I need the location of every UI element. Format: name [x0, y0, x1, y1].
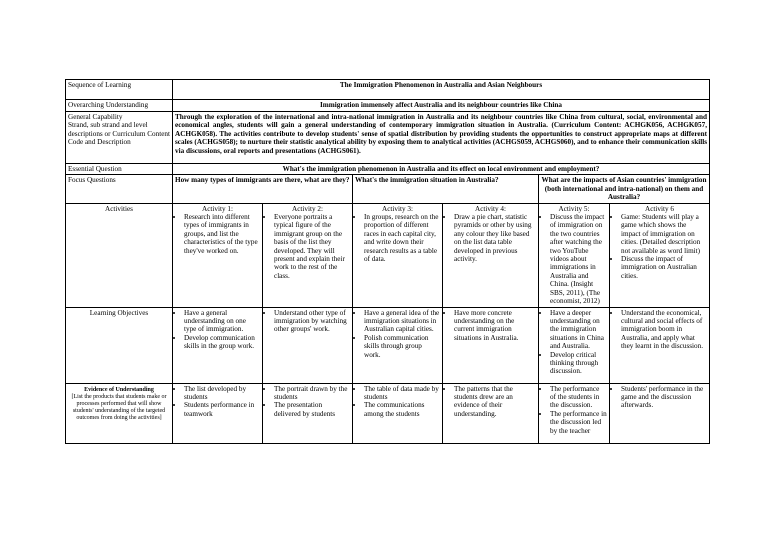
activities-label: Activities [66, 203, 173, 307]
activity-1-cell [173, 203, 263, 307]
evidence-1-cell [173, 383, 263, 443]
objective-list [265, 309, 350, 334]
evidence-item: • Students' performance in the game and the discussion afterwards. [621, 385, 707, 410]
objective-item: • Have more concrete understanding on the current immigration situations in Australia. [454, 309, 536, 343]
evidence-item: • The communications among the students [364, 401, 440, 418]
objective-item: • Polish communication skills through group work. [364, 334, 440, 359]
evidence-item: • The portrait drawn by the students [274, 385, 350, 402]
activity-list [541, 213, 607, 305]
focus-label: Focus Questions [66, 175, 173, 203]
objective-item: • Develop critical thinking through discussion. [550, 351, 607, 376]
activity-item: • Discuss the impact of immigration on the two countries after watching the two YouTube videos about immigrations in Australia and China. (Insight SBS, 2011), (The economist, 2012) [550, 213, 607, 305]
learning-sequence-table [65, 79, 710, 444]
evidence-list [265, 385, 350, 419]
focus-question-2: What's the immigration situation in Australia? [353, 175, 539, 203]
evidence-6-cell [610, 383, 710, 443]
evidence-5-cell [539, 383, 610, 443]
focus-question-1: How many types of immigrants are there, what are they? [173, 175, 353, 203]
activity-list [265, 213, 350, 280]
essential-row [66, 164, 710, 175]
focus-question-3: What are the impacts of Asian countries' immigration (both international and intra-national) on them and Australia? [539, 175, 710, 203]
objective-list [612, 309, 707, 351]
evidence-item: • The patterns that the students drew are an evidence of their understanding. [454, 385, 536, 419]
activity-item: • Game: Students will play a game which shows the impact of immigration on cities. (Detailed description not available as word limit) [621, 213, 707, 255]
activity-item: • Research into different types of immigrants in groups, and list the characteristics of the type they've worked on. [184, 213, 260, 255]
sequence-label: Sequence of Learning [66, 80, 173, 100]
evidence-list [541, 385, 607, 435]
evidence-item: • The table of data made by students [364, 385, 440, 402]
activity-title: Activity 1: [202, 204, 233, 213]
activity-4-cell [443, 203, 539, 307]
objective-list [541, 309, 607, 376]
activity-title: Activity 2: [292, 204, 323, 213]
evidence-3-cell [353, 383, 443, 443]
objective-5-cell [539, 307, 610, 383]
evidence-label: Evidence of Understanding [84, 386, 154, 393]
evidence-item: • The performance of the students in the discussion. [550, 385, 607, 410]
activity-item: • In groups, research on the proportion of different races in each capital city, and write down their research results as a table of data. [364, 213, 440, 263]
objective-item: • Have a general understanding on one type of immigration. [184, 309, 260, 334]
activities-row [66, 203, 710, 307]
overarching-row [66, 100, 710, 112]
activity-title: Activity 3: [382, 204, 413, 213]
objective-list [355, 309, 440, 359]
evidence-4-cell [443, 383, 539, 443]
evidence-item: • The list developed by students [184, 385, 260, 402]
evidence-label-cell [66, 383, 173, 443]
activity-5-cell [539, 203, 610, 307]
objective-4-cell [443, 307, 539, 383]
evidence-list [175, 385, 260, 419]
focus-row [66, 175, 710, 203]
activity-6-cell [610, 203, 710, 307]
evidence-item: • Students performance in teamwork [184, 401, 260, 418]
activity-list [612, 213, 707, 280]
objective-list [175, 309, 260, 351]
activity-title: Activity 6 [645, 204, 674, 213]
objective-list [445, 309, 536, 343]
activity-2-cell [263, 203, 353, 307]
evidence-list [355, 385, 440, 419]
objective-item: • Have a general idea of the immigration situations in Australian capital cities. [364, 309, 440, 334]
activity-item: • Draw a pie chart, statistic pyramids or other by using any colour they like based on the list data table developed in previous activity. [454, 213, 536, 263]
essential-label: Essential Question [66, 164, 173, 175]
evidence-note: [List the products that students make or processes performed that will show students' understanding of the targeted outcomes from doing the activities] [71, 393, 167, 421]
evidence-item: • The presentation delivered by students [274, 401, 350, 418]
objective-item: • Understand other type of immigration by watching other groups' work. [274, 309, 350, 334]
activity-title: Activity 4: [475, 204, 506, 213]
objective-item: • Understand the economical, cultural and social effects of immigration boom in Australia, and apply what they learnt in the discussion. [621, 309, 707, 351]
objective-6-cell [610, 307, 710, 383]
activity-list [445, 213, 536, 263]
evidence-row [66, 383, 710, 443]
unit-title: The Immigration Phenomenon in Australia and Asian Neighbours [173, 80, 710, 100]
overarching-label: Overarching Understanding [66, 100, 173, 112]
overarching-understanding: Immigration immensely affect Australia and its neighbour countries like China [173, 100, 710, 112]
capability-label: General Capability Strand, sub strand and level descriptions or Curriculum Content Code and Description [66, 112, 173, 164]
objective-2-cell [263, 307, 353, 383]
capability-description: Through the exploration of the international and intra-national immigration in Australia and its neighbour countries like China from cultural, social, environmental and economical angles, students will gain a general understanding of contemporary immigration situation in Australia. (Curriculum Content: ACHGK056, ACHGK057, ACHGK058). The activities contribute to develop students' sense of spatial distribution by providing students the opportunities to construct appropriate maps at different scales (ACHGS058); to nurture their statistic analytical ability by exposing them to analytical activities (ACHGS059, ACHGS060), and to enhance their communication skills via discussions, oral reports and presentations (ACHGS061). [173, 112, 710, 164]
activity-list [355, 213, 440, 263]
objective-3-cell [353, 307, 443, 383]
objective-1-cell [173, 307, 263, 383]
evidence-list [612, 385, 707, 410]
objective-item: • Develop communication skills in the group work. [184, 334, 260, 351]
activity-list [175, 213, 260, 255]
evidence-item: • The performance in the discussion led by the teacher [550, 410, 607, 435]
objectives-row [66, 307, 710, 383]
objectives-label: Learning Objectives [66, 307, 173, 383]
evidence-list [445, 385, 536, 419]
activity-item: • Discuss the impact of immigration on Australian cities. [621, 255, 707, 280]
activity-item: • Everyone portraits a typical figure of the immigrant group on the basis of the list they developed. They will present and explain their work to the rest of the class. [274, 213, 350, 280]
capability-row [66, 112, 710, 164]
activity-title: Activity 5: [558, 204, 590, 213]
evidence-2-cell [263, 383, 353, 443]
sequence-row [66, 80, 710, 100]
activity-3-cell [353, 203, 443, 307]
essential-question: What's the immigration phenomenon in Australia and its effect on local environment and employment? [173, 164, 710, 175]
objective-item: • Have a deeper understanding on the immigration situations in China and Australia. [550, 309, 607, 351]
